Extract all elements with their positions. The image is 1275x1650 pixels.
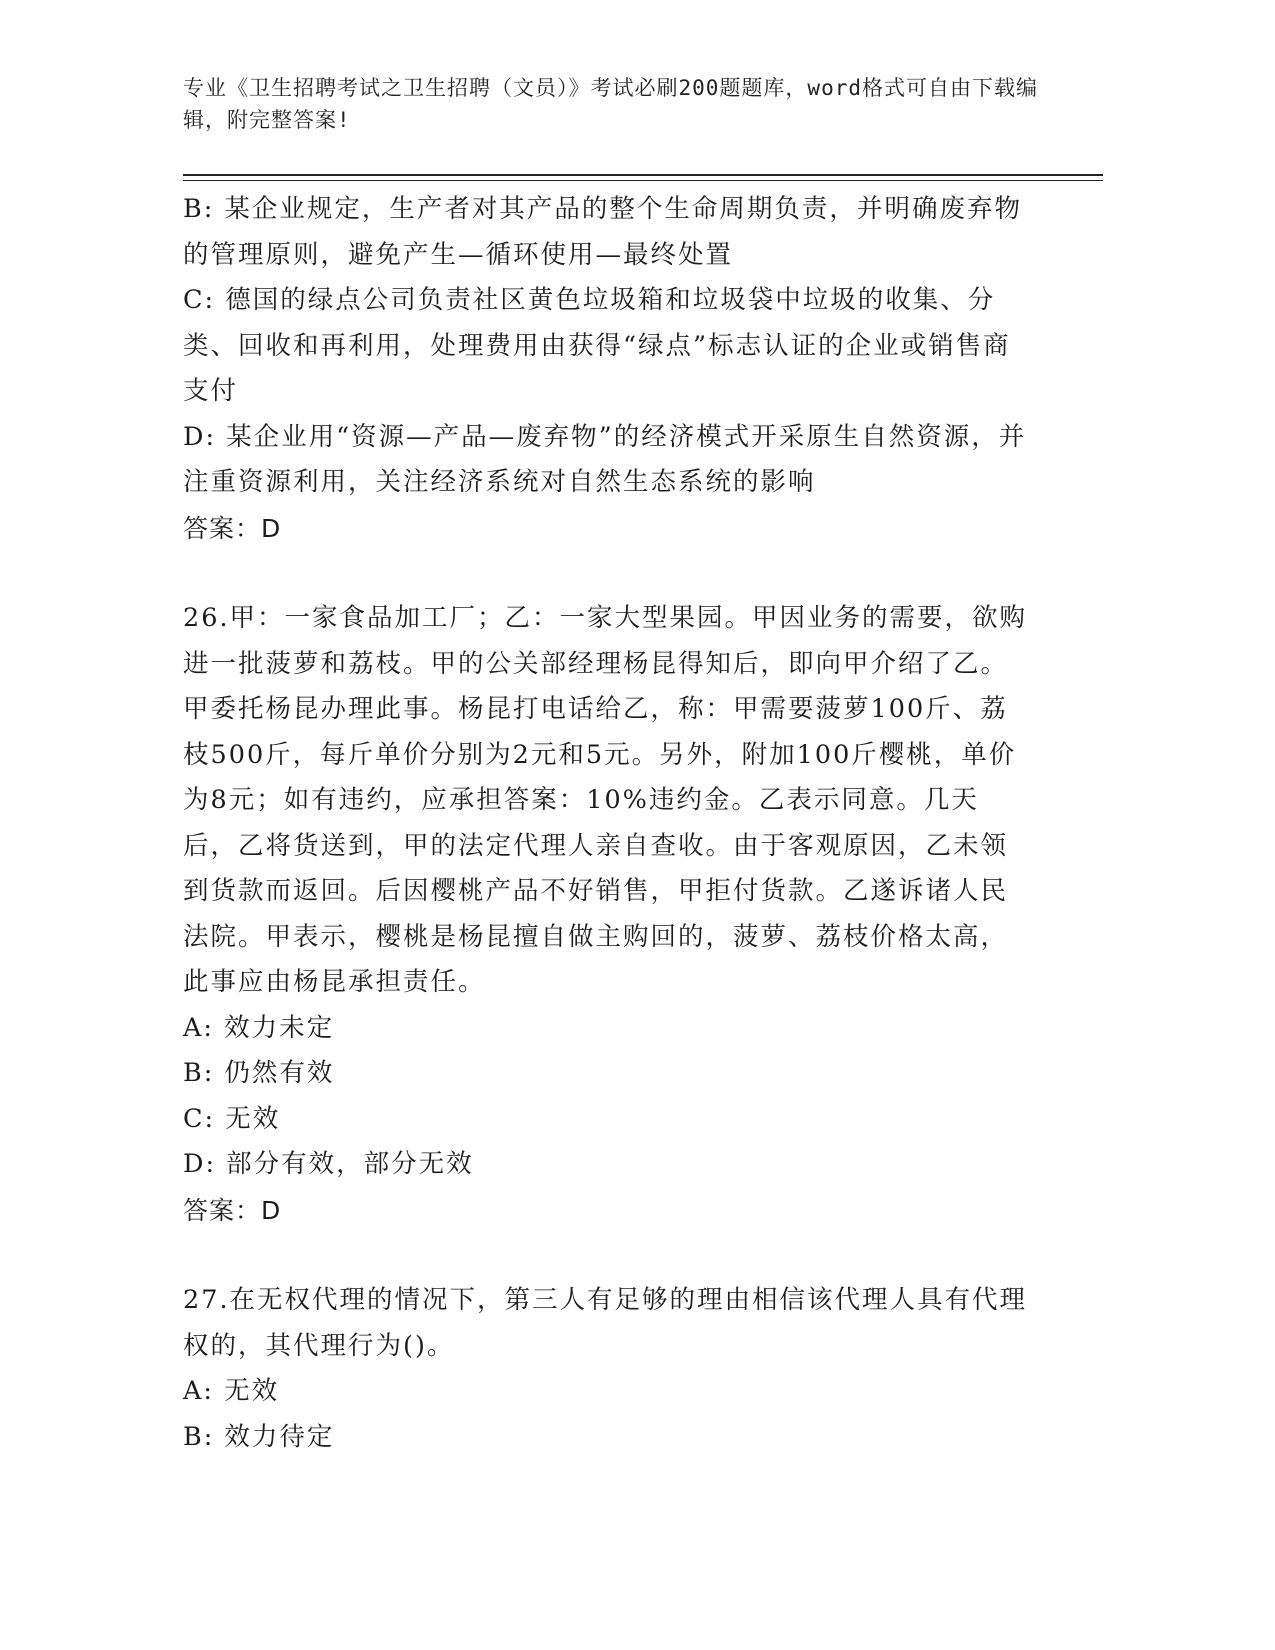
q27-option-a: A: 无效 — [183, 1376, 280, 1406]
question-content — [183, 187, 1033, 1460]
question-spacer — [183, 551, 1033, 596]
q26-answer: 答案：D — [183, 1195, 282, 1225]
document-header: 专业《卫生招聘考试之卫生招聘（文员）》考试必刷200题题库，word格式可自由下载编辑，附完整答案! — [183, 76, 1038, 132]
q27-option-b: B: 效力待定 — [183, 1421, 335, 1452]
q25-option-c: C: 德国的绿点公司负责社区黄色垃圾箱和垃圾袋中垃圾的收集、分类、回收和再利用，处理费用由获得“绿点”标志认证的企业或销售商支付 — [183, 285, 1011, 406]
q26-option-d: D: 部分有效，部分无效 — [183, 1149, 474, 1179]
q26-stem: 26.甲：一家食品加工厂；乙：一家大型果园。甲因业务的需要，欲购进一批菠萝和荔枝。甲的公关部经理杨昆得知后，即向甲介绍了乙。甲委托杨昆办理此事。杨昆打电话给乙，称：甲需要菠萝100斤、荔枝500斤，每斤单价分别为2元和5元。另外，附加100斤樱桃，单价为8元；如有违约，应承担答案：10%违约金。乙表示同意。几天后，乙将货送到，甲的法定代理人亲自查收。由于客观原因，乙未领到货款而返回。后因樱桃产品不好销售，甲拒付货款。乙遂诉诸人民法院。甲表示，樱桃是杨昆擅自做主购回的，菠萝、荔枝价格太高，此事应由杨昆承担责任。 — [183, 603, 1028, 997]
q26-option-b: B: 仍然有效 — [183, 1058, 335, 1088]
header-divider-thick — [183, 174, 1103, 176]
q25-option-b: B: 某企业规定，生产者对其产品的整个生命周期负责，并明确废弃物的管理原则，避免产生—循环使用—最终处置 — [183, 194, 1022, 270]
question-spacer — [183, 1233, 1033, 1278]
q25-answer: 答案：D — [183, 513, 282, 543]
q25-option-d: D: 某企业用“资源—产品—废弃物”的经济模式开采原生自然资源，并注重资源利用，关注经济系统对自然生态系统的影响 — [183, 421, 1027, 497]
q27-stem: 27.在无权代理的情况下，第三人有足够的理由相信该代理人具有代理权的，其代理行为()。 — [183, 1285, 1028, 1361]
q26-option-c: C: 无效 — [183, 1103, 281, 1134]
q26-option-a: A: 效力未定 — [183, 1012, 335, 1043]
header-divider-thin — [183, 180, 1103, 181]
